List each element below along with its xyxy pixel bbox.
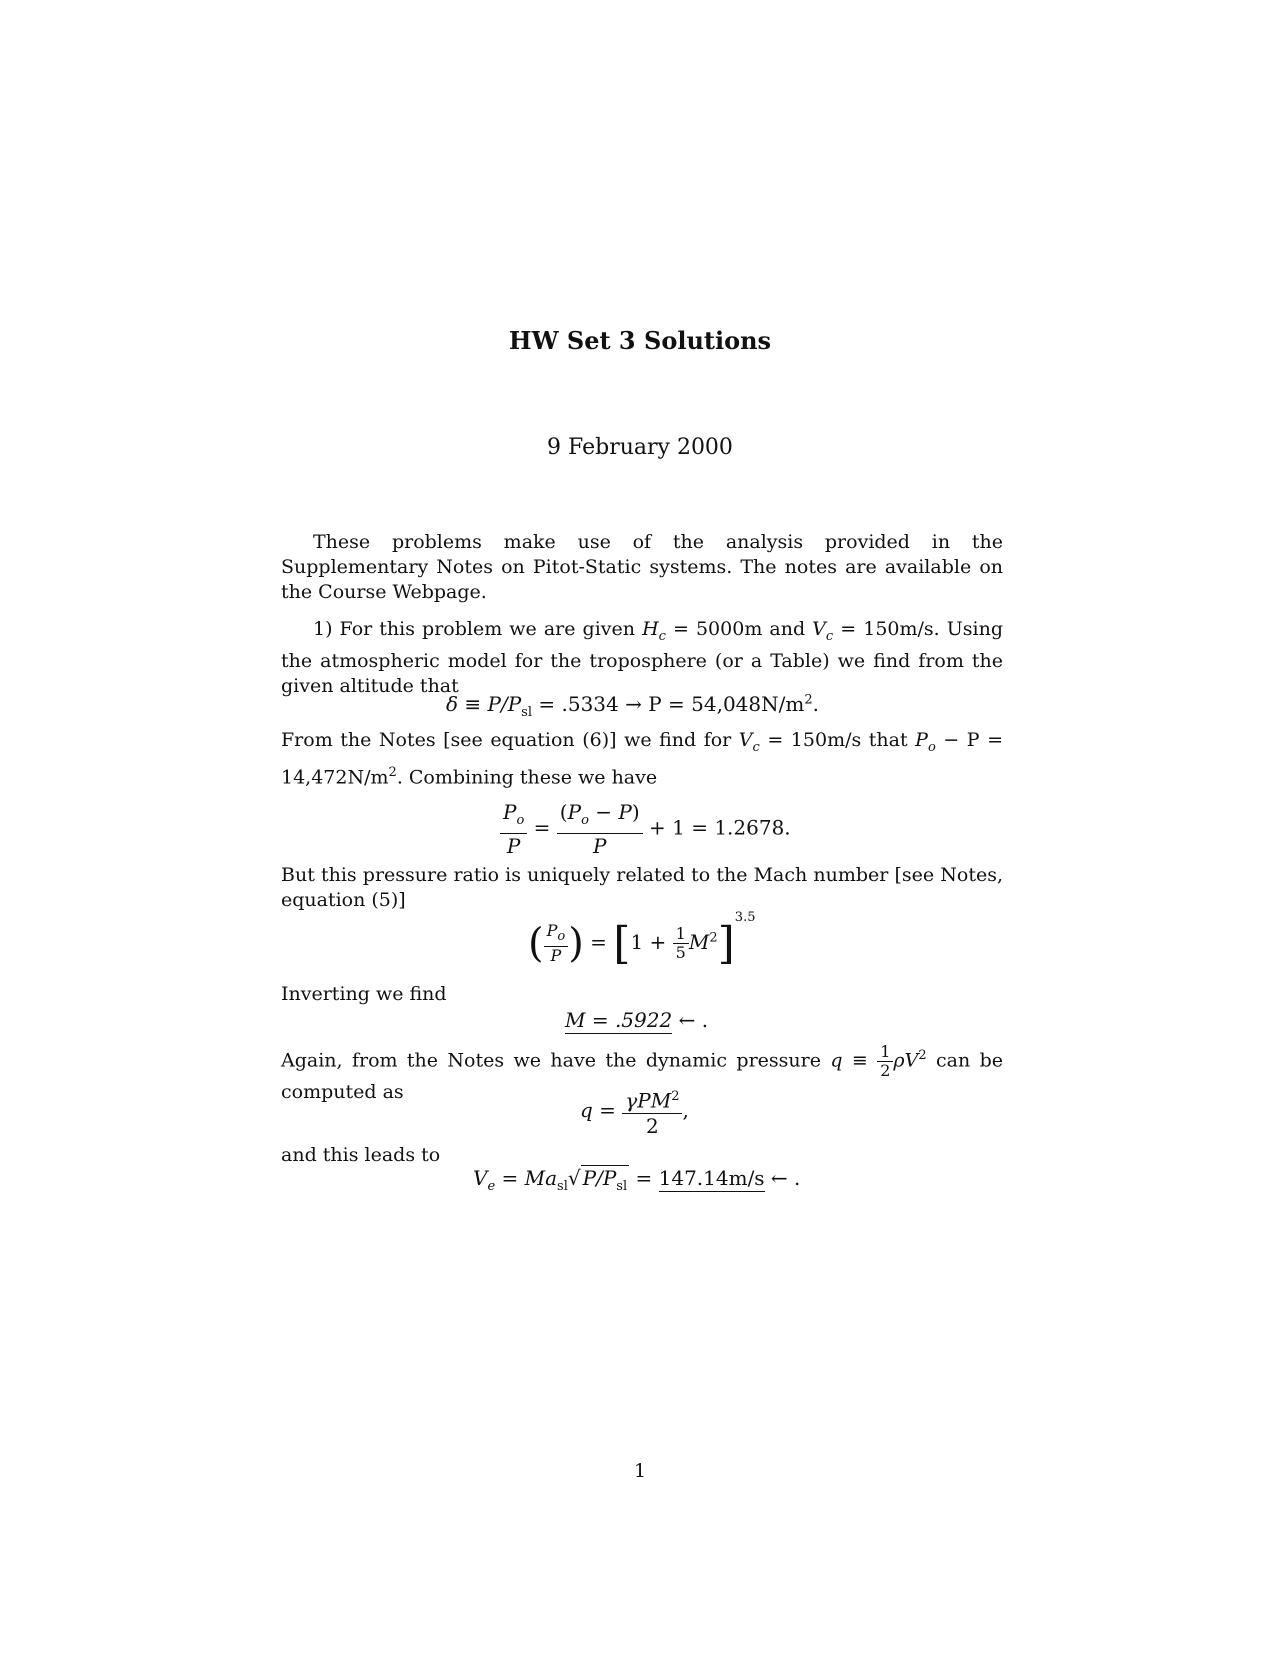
velocity-result-value: 147.14m/s <box>658 1166 765 1190</box>
equation-mach-result: M = .5922 ← . <box>565 1008 709 1032</box>
equation-dynamic-pressure: q = $\frac{\gamma PM^2}{2}$ , <box>580 1085 689 1138</box>
problem1-paragraph-c: But this pressure ratio is uniquely related to the Mach number [see Notes, equation (5)] <box>281 864 1003 911</box>
problem1-paragraph-e: Again, from the Notes we have the dynamic pressure q ≡ $\frac{1}{2}$ $\rho V^2$ can be computed as <box>281 1042 1003 1103</box>
mach-result-value: M = .5922 <box>565 1008 673 1032</box>
document-date: 9 February 2000 <box>547 435 733 460</box>
equation-pressure-ratio: $\frac{P_o}{P}$ = $\frac{(P_o - P)}{P}$ + 1 = 1.2678. <box>500 800 791 858</box>
equation-mach-relation: ( $\frac{P_o}{P}$ ) = [1 + $\frac{1}{5}$ $M^2]^{3.5}$ <box>528 910 756 969</box>
problem1-paragraph-d: Inverting we find <box>281 983 447 1005</box>
problem1-paragraph-a: 1) For this problem we are given $H_c = 5000m$ and $V_c = 150m/s$. Using the atmospheric model for the troposphere (or a Table) we find from the given altitude that <box>281 618 1003 697</box>
problem1-paragraph-f: and this leads to <box>281 1144 441 1166</box>
page-title: HW Set 3 Solutions <box>508 326 772 355</box>
equation-velocity-result: $V_e = Ma_{sl}√$ $P/P_{sl} = 147.14m/s$ ← . <box>473 1166 801 1194</box>
problem1-paragraph-b: From the Notes [see equation (6)] we find for $V_c = 150m/s$ that $P_o - P = 14,472N/m^2$. Combining these we have <box>281 729 1003 789</box>
intro-paragraph <box>281 530 1003 605</box>
equation-delta: $\delta \equiv P/P_{sl} = .5334 \to P = 54,048N/m^2$. <box>446 692 819 720</box>
page-number: 1 <box>633 1460 647 1482</box>
intro-text: These problems make use of the analysis provided in the Supplementary Notes on Pitot-Static systems. The notes are available on the Course Webpage. <box>281 531 1003 603</box>
